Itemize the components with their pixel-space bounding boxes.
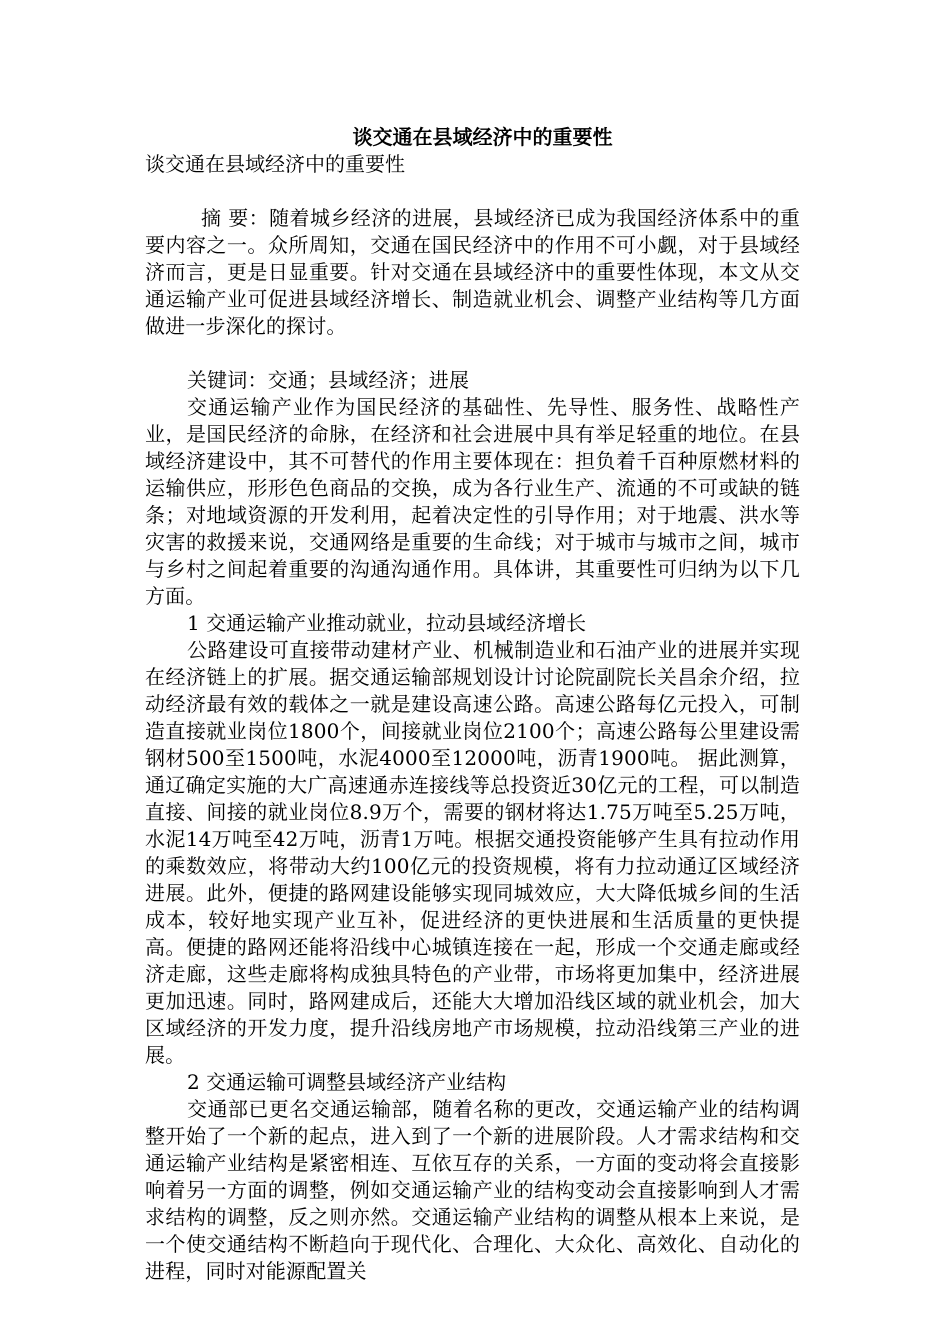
- abstract-paragraph: 摘 要：随着城乡经济的进展，县域经济已成为我国经济体系中的重要内容之一。众所周知，交通在国民经济中的作用不可小觑，对于县域经济而言，更是日显重要。针对交通在县域经济中的重要性体现，本文从交通运输产业可促进县域经济增长、制造就业机会、调整产业结构等几方面做进一步深化的探讨。: [145, 206, 800, 338]
- section-2-heading: 2 交通运输可调整县域经济产业结构: [187, 1070, 507, 1094]
- document-title: 谈交通在县域经济中的重要性: [352, 125, 613, 149]
- section-1-paragraph: 公路建设可直接带动建材产业、机械制造业和石油产业的进展并实现在经济链上的扩展。据交通运输部规划设计讨论院副院长关昌余介绍，拉动经济最有效的载体之一就是建设高速公路。高速公路每亿元投入，可制造直接就业岗位1800个，间接就业岗位2100个；高速公路每公里建设需钢材500至1500吨，水泥4000至12000吨，沥青1900吨。 据此测算，通辽确定实施的大广高速通赤连接线等总投资近30亿元的工程，可以制造直接、间接的就业岗位8.9万个，需要的钢材将达1.75万吨至5.25万吨，水泥14万吨至42万吨，沥青1万吨。根据交通投资能够产生具有拉动作用的乘数效应，将带动大约100亿元的投资规模，将有力拉动通辽区域经济进展。此外，便捷的路网建设能够实现同城效应，大大降低城乡间的生活成本，较好地实现产业互补，促进经济的更快进展和生活质量的更快提高。便捷的路网还能将沿线中心城镇连接在一起，形成一个交通走廊或经济走廊，这些走廊将构成独具特色的产业带，市场将更加集中，经济进展更加迅速。同时，路网建成后，还能大大增加沿线区域的就业机会，加大区域经济的开发力度，提升沿线房地产市场规模，拉动沿线第三产业的进展。: [145, 638, 800, 1067]
- section-2-paragraph: 交通部已更名交通运输部，随着名称的更改，交通运输产业的结构调整开始了一个新的起点，进入到了一个新的进展阶段。人才需求结构和交通运输产业结构是紧密相连、互依互存的关系，一方面的变动将会直接影响着另一方面的调整，例如交通运输产业的结构变动会直接影响到人才需求结构的调整，反之则亦然。交通运输产业结构的调整从根本上来说，是一个使交通结构不断趋向于现代化、合理化、大众化、高效化、自动化的进程，同时对能源配置关: [145, 1097, 800, 1283]
- keywords-line: 关键词：交通；县域经济；进展: [187, 368, 470, 392]
- section-1-heading: 1 交通运输产业推动就业，拉动县域经济增长: [187, 611, 587, 635]
- document-page: [145, 124, 800, 1285]
- document-subtitle: 谈交通在县域经济中的重要性: [145, 152, 405, 176]
- intro-paragraph: 交通运输产业作为国民经济的基础性、先导性、服务性、战略性产业，是国民经济的命脉，在经济和社会进展中具有举足轻重的地位。在县域经济建设中，其不可替代的作用主要体现在：担负着千百种原燃材料的运输供应，形形色色商品的交换，成为各行业生产、流通的不可或缺的链条；对地域资源的开发利用，起着决定性的引导作用；对于地震、洪水等灾害的救援来说，交通网络是重要的生命线；对于城市与城市之间，城市与乡村之间起着重要的沟通沟通作用。具体讲，其重要性可归纳为以下几方面。: [145, 395, 800, 608]
